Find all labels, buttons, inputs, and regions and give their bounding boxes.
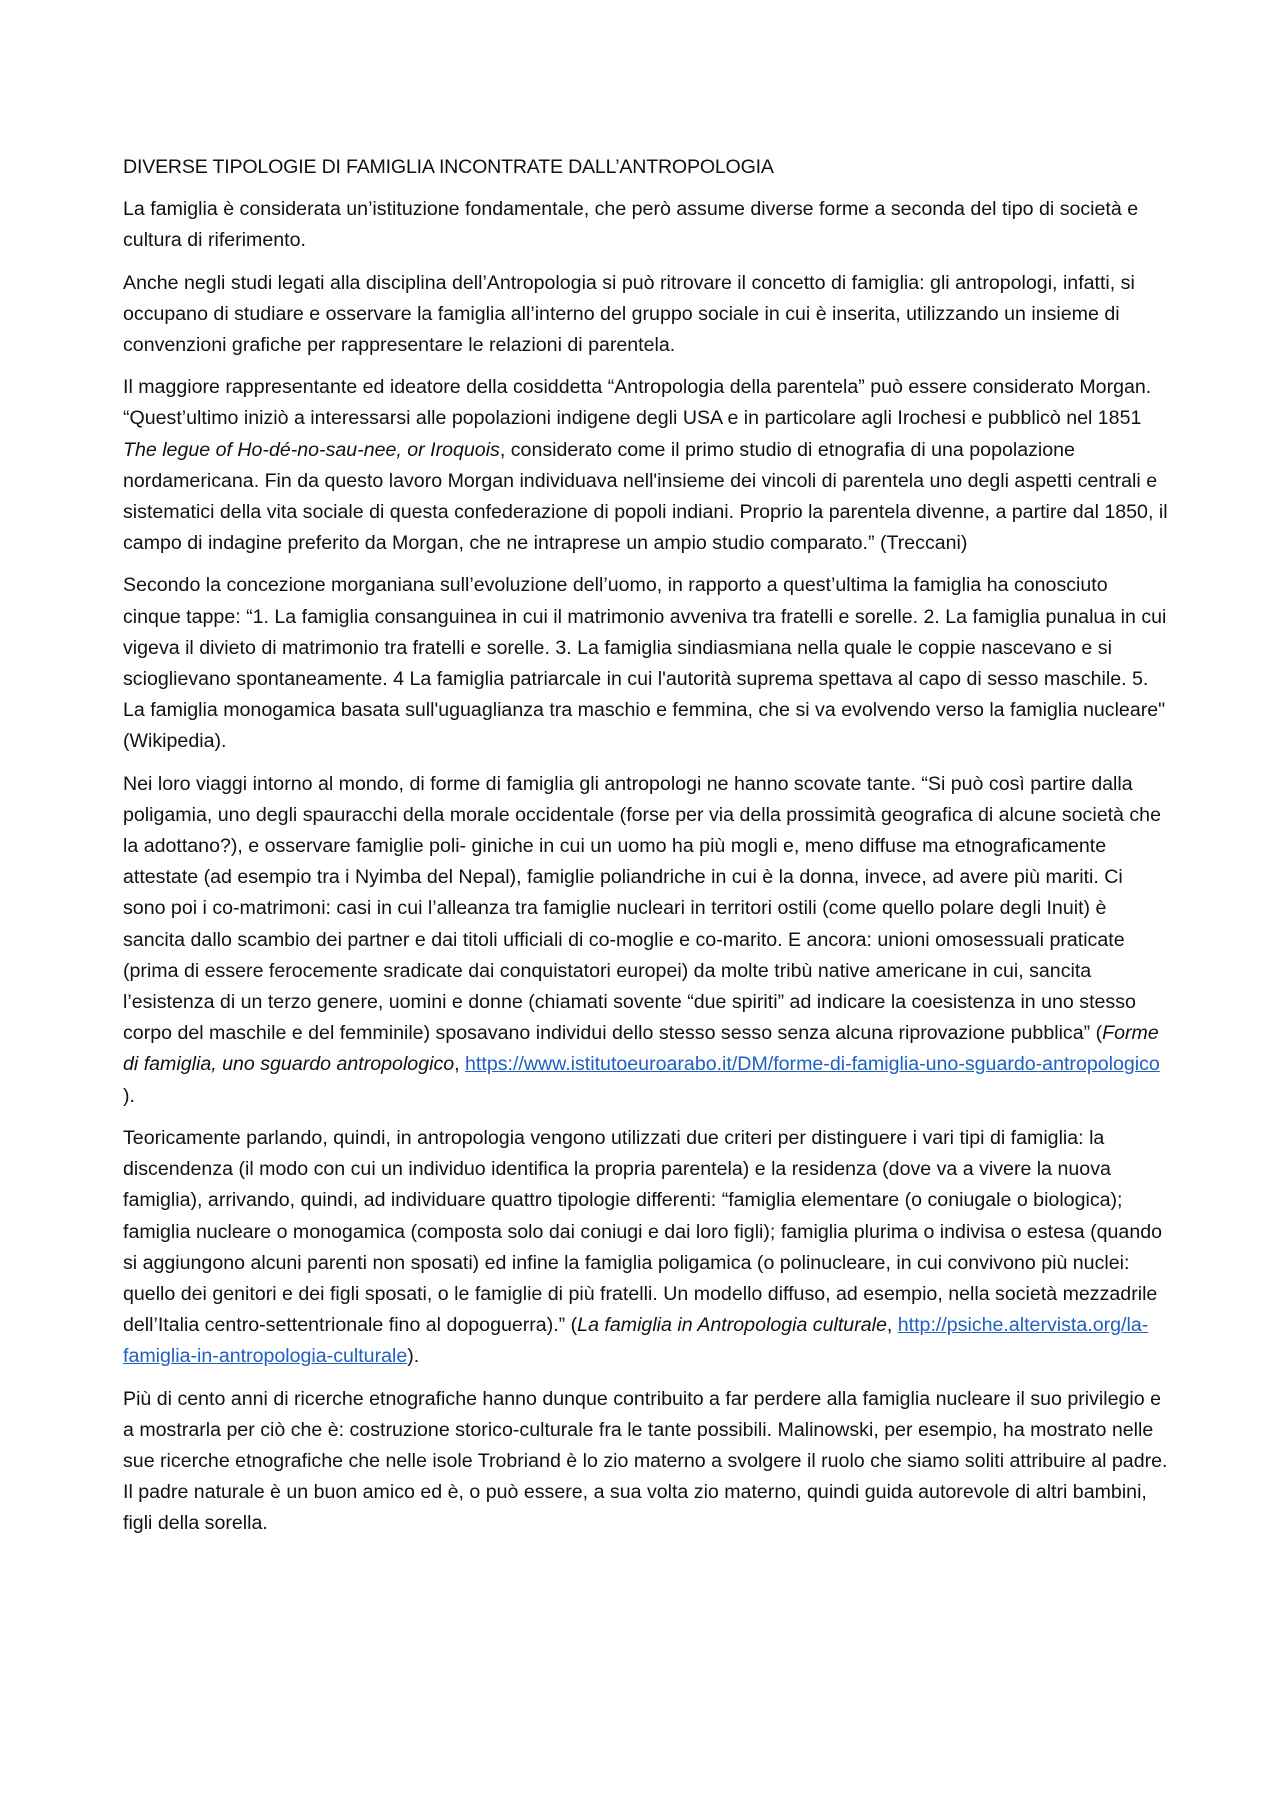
paragraph-family-forms [123,769,1168,1112]
text-run: Teoricamente parlando, quindi, in antropologia vengono utilizzati due criteri per distinguere i vari tipi di famiglia: la discendenza (il modo con cui un individuo identifica la propria parentela) e la residenza (dove va a vivere la nuova famiglia), arrivando, quindi, ad individuare quattro tipologie differenti: “famiglia elementare (o coniugale o biologica); famiglia nucleare o monogamica (composta solo dai coniugi e dai loro figli); famiglia plurima o indivisa o estesa (quando si aggiungono alcuni parenti non sposati) ed infine la famiglia poligamica (o polinucleare, in cui convivono più nuclei: quello dei genitori e dei figli sposati, o le famiglie di più fratelli. Un modello diffuso, ad esempio, nella società mezzadrile dell’Italia centro-settentrionale fino al dopoguerra).” ( [123,1126,1163,1337]
paragraph-criteria [123,1123,1168,1373]
source-title-italic: La famiglia in Antropologia culturale [577,1314,887,1337]
paragraph-five-stages: Secondo la concezione morganiana sull’evoluzione dell’uomo, in rapporto a quest’ultima la famiglia ha conosciuto cinque tappe: “1. La famiglia consanguinea in cui il matrimonio avveniva tra fratelli e sorelle. 2. La famiglia punalua in cui vigeva il divieto di matrimonio tra fratelli e sorelle. 3. La famiglia sindiasmiana nella quale le coppie nascevano e si scioglievano spontaneamente. 4 La famiglia patriarcale in cui l'autorità suprema spettava al capo di sesso maschile. 5. La famiglia monogamica basata sull'uguaglianza tra maschio e femmina, che si va evolvendo verso la famiglia nucleare" (Wikipedia). [123,574,1167,753]
paragraph-morgan [123,372,1168,559]
source-link-istitutoeuroarabo[interactable]: https://www.istitutoeuroarabo.it/DM/forme-di-famiglia-uno-sguardo-antropologico [465,1053,1160,1076]
text-run: Il maggiore rappresentante ed ideatore della cosiddetta “Antropologia della parentela” può essere considerato Morgan. “Quest’ultimo iniziò a interessarsi alle popolazioni indigene degli USA e in particolare agli Irochesi e pubblicò nel 1851 [123,376,1152,430]
text-run: ). [123,1084,135,1107]
text-run: , [454,1053,466,1076]
source-link-psiche[interactable]: http://psiche.altervista.org/la-famiglia-in-antropologia-culturale [123,1314,1149,1368]
book-title-italic: The legue of Ho-dé-no-sau-nee, or Iroquois [123,438,500,461]
document-page [123,152,1168,1551]
text-run: , [886,1314,898,1337]
source-title-italic: Forme di famiglia, uno sguardo antropologico [123,1022,1159,1076]
paragraph-intro: La famiglia è considerata un’istituzione fondamentale, che però assume diverse forme a seconda del tipo di società e cultura di riferimento. [123,198,1139,252]
text-run: , considerato come il primo studio di etnografia di una popolazione nordamericana. Fin da questo lavoro Morgan individuava nell'insieme dei vincoli di parentela uno degli aspetti centrali e sistematici della vita sociale di questa confederazione di popoli indiani. Proprio la parentela divenne, a partire dal 1850, il campo di indagine preferito da Morgan, che ne intraprese un ampio studio comparato.” (Treccani) [123,438,1168,555]
paragraph-anthropology-studies: Anche negli studi legati alla disciplina dell’Antropologia si può ritrovare il concetto di famiglia: gli antropologi, infatti, si occupano di studiare e osservare la famiglia all’interno del gruppo sociale in cui è inserita, utilizzando un insieme di convenzioni grafiche per rappresentare le relazioni di parentela. [123,271,1135,357]
text-run: Nei loro viaggi intorno al mondo, di forme di famiglia gli antropologi ne hanno scovate tante. “Si può così partire dalla poligamia, uno degli spauracchi della morale occidentale (forse per via della prossimità geografica di alcune società che la adottano?), e osservare famiglie poli- giniche in cui un uomo ha più mogli e, meno diffuse ma etnograficamente attestate (ad esempio tra i Nyimba del Nepal), famiglie poliandriche in cui è la donna, invece, ad avere più mariti. Ci sono poi i co-matrimoni: casi in cui l’alleanza tra famiglie nucleari in territori ostili (come quello polare degli Inuit) è sancita dallo scambio dei partner e dai titoli ufficiali di co-moglie e co-marito. E ancora: unioni omosessuali praticate (prima di essere ferocemente sradicate dai conquistatori europei) da molte tribù native americane in cui, sancita l’esistenza di un terzo genere, uomini e donne (chiamati sovente “due spiriti” ad indicare la coesistenza in uno stesso corpo del maschile e del femminile) sposavano individui dello stesso sesso senza alcuna riprovazione pubblica” ( [123,772,1161,1045]
document-title: DIVERSE TIPOLOGIE DI FAMIGLIA INCONTRATE DALL’ANTROPOLOGIA [123,156,774,178]
text-run: ). [407,1345,420,1368]
paragraph-malinowski: Più di cento anni di ricerche etnografiche hanno dunque contribuito a far perdere alla famiglia nucleare il suo privilegio e a mostrarla per ciò che è: costruzione storico-culturale fra le tante possibili. Malinowski, per esempio, ha mostrato nelle sue ricerche etnografiche che nelle isole Trobriand è lo zio materno a svolgere il ruolo che siamo soliti attribuire al padre. Il padre naturale è un buon amico ed è, o può essere, a sua volta zio materno, quindi guida autorevole di altri bambini, figli della sorella. [123,1387,1168,1535]
